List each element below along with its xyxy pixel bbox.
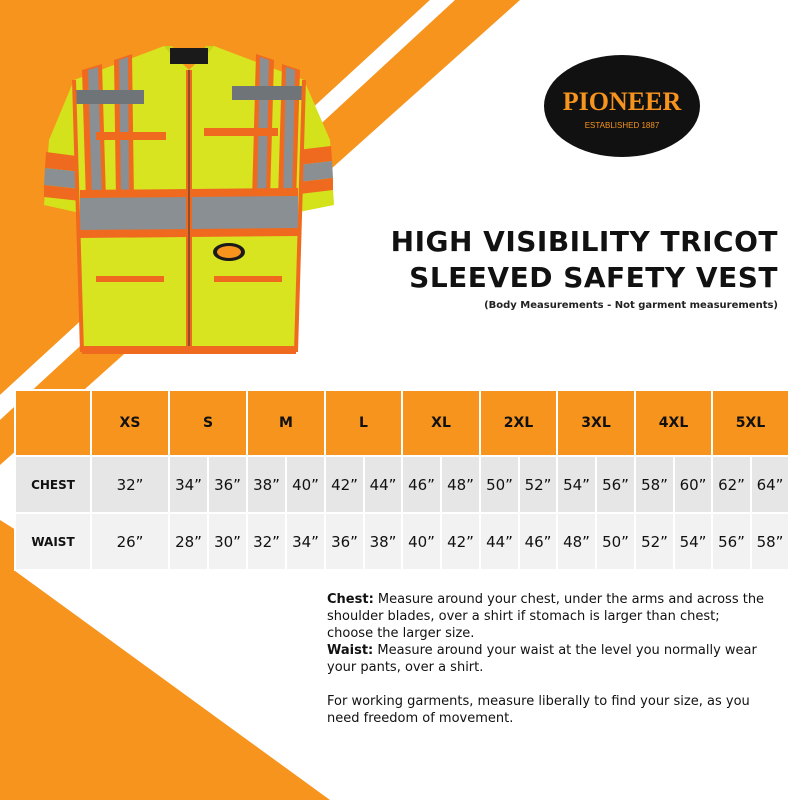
chest-value: 42” [325,456,364,513]
size-label: 4XL [635,390,712,456]
size-label: S [169,390,247,456]
chest-value: 34” [169,456,208,513]
size-label: M [247,390,325,456]
safety-vest-image [34,40,344,358]
chest-value: 62” [712,456,751,513]
waist-instruction-label: Waist: [327,643,374,658]
waist-value: 48” [557,513,596,570]
measurement-instructions [327,591,767,727]
chest-value: 44” [364,456,402,513]
svg-text:PIONEER: PIONEER [562,87,682,116]
waist-value: 30” [208,513,247,570]
chest-instruction-label: Chest: [327,592,374,607]
waist-row [15,513,789,570]
chest-value: 50” [480,456,519,513]
waist-value: 50” [596,513,635,570]
chest-row [15,456,789,513]
working-garments-note: For working garments, measure liberally to find your size, as you need freedom of movement. [327,694,750,726]
svg-text:ESTABLISHED 1887: ESTABLISHED 1887 [584,121,660,130]
waist-row-label: WAIST [15,513,91,570]
waist-value: 32” [247,513,286,570]
size-header-row [15,390,789,456]
waist-value: 28” [169,513,208,570]
header-corner [15,390,91,456]
waist-value: 46” [519,513,557,570]
size-label: 3XL [557,390,635,456]
title-line-2: SLEEVED SAFETY VEST [409,261,778,294]
waist-value: 34” [286,513,325,570]
chest-value: 32” [91,456,169,513]
chest-value: 54” [557,456,596,513]
subtitle: (Body Measurements - Not garment measurements) [484,300,778,311]
chest-value: 38” [247,456,286,513]
chest-value: 36” [208,456,247,513]
waist-value: 42” [441,513,480,570]
chest-value: 48” [441,456,480,513]
chest-value: 60” [674,456,712,513]
waist-value: 36” [325,513,364,570]
chest-value: 46” [402,456,441,513]
waist-instruction-text: Measure around your waist at the level you normally wear your pants, over a shirt. [327,643,757,675]
chest-value: 56” [596,456,635,513]
size-label: XL [402,390,480,456]
title-line-1: HIGH VISIBILITY TRICOT [390,225,778,258]
waist-value: 52” [635,513,674,570]
chest-instruction [327,591,767,642]
chest-value: 64” [751,456,789,513]
chest-instruction-text: Measure around your chest, under the arms and across the shoulder blades, over a shirt if stomach is larger than chest; choose the larger size. [327,592,765,641]
waist-value: 26” [91,513,169,570]
chest-row-label: CHEST [15,456,91,513]
waist-value: 38” [364,513,402,570]
waist-value: 54” [674,513,712,570]
size-chart-table [14,389,790,571]
chest-value: 52” [519,456,557,513]
pioneer-logo [543,54,701,158]
page-title [298,224,778,296]
waist-value: 40” [402,513,441,570]
chest-value: 40” [286,456,325,513]
size-label: 5XL [712,390,789,456]
size-label: 2XL [480,390,557,456]
waist-value: 56” [712,513,751,570]
waist-value: 58” [751,513,789,570]
size-label: XS [91,390,169,456]
waist-instruction [327,642,767,676]
waist-value: 44” [480,513,519,570]
chest-value: 58” [635,456,674,513]
size-label: L [325,390,402,456]
